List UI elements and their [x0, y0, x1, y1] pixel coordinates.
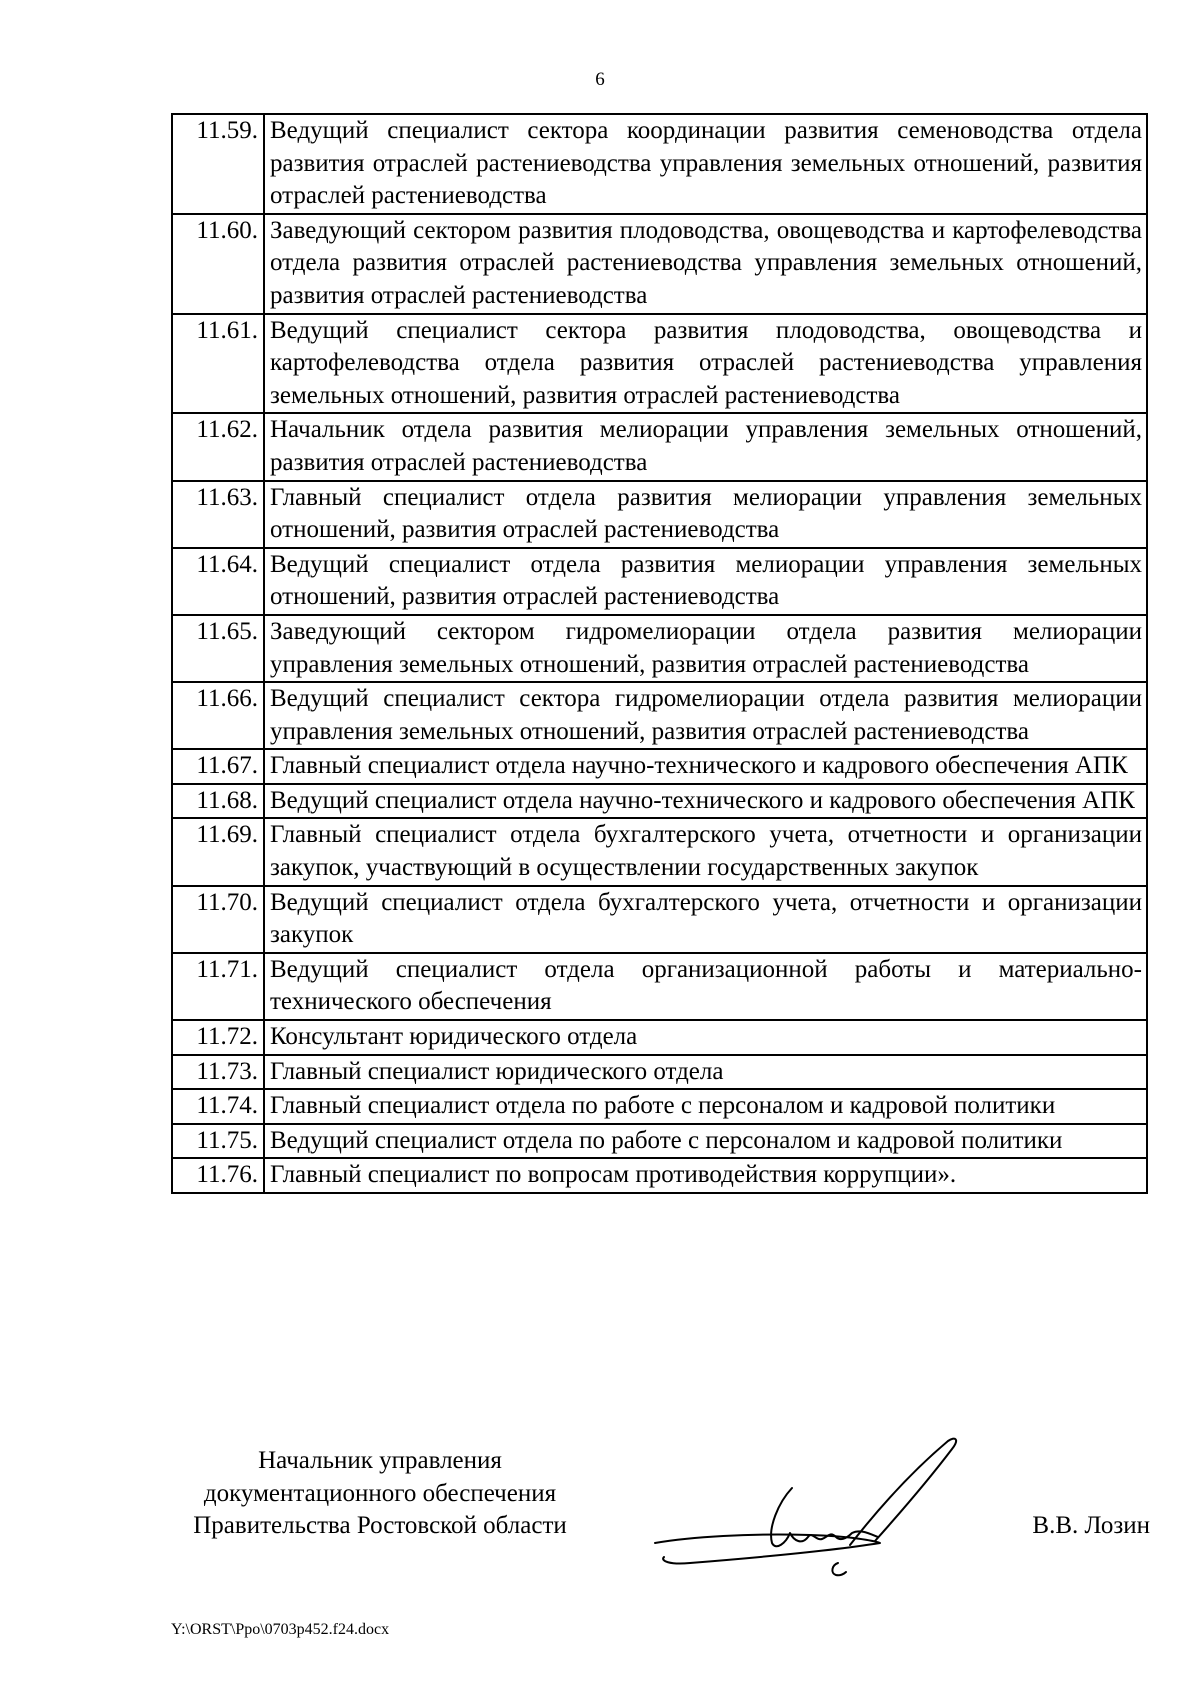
position-title: Ведущий специалист отдела научно-технического и кадрового обеспечения АПК	[264, 784, 1147, 819]
table-row	[172, 1124, 1147, 1159]
signer-position-line: документационного обеспечения	[203, 1479, 557, 1507]
position-number: 11.73.	[172, 1055, 264, 1090]
table-row	[172, 818, 1147, 885]
position-title: Главный специалист отдела бухгалтерского учета, отчетности и организации закупок, участвующий в осуществлении государственных закупок	[264, 818, 1147, 885]
signer-position	[160, 1445, 600, 1543]
position-number: 11.67.	[172, 749, 264, 784]
positions-table	[171, 113, 1148, 1194]
position-number: 11.59.	[172, 114, 264, 214]
position-title: Ведущий специалист отдела организационной работы и материально-технического обеспечения	[264, 953, 1147, 1020]
position-number: 11.69.	[172, 818, 264, 885]
position-number: 11.61.	[172, 314, 264, 414]
position-title: Заведующий сектором гидромелиорации отдела развития мелиорации управления земельных отношений, развития отраслей растениеводства	[264, 615, 1147, 682]
position-title: Консультант юридического отдела	[264, 1020, 1147, 1055]
position-title: Главный специалист отдела научно-технического и кадрового обеспечения АПК	[264, 749, 1147, 784]
table-row	[172, 548, 1147, 615]
file-path: Y:\ORST\Ppo\0703p452.f24.docx	[171, 1621, 390, 1638]
position-title: Главный специалист по вопросам противодействия коррупции».	[264, 1158, 1147, 1193]
page-number: 6	[595, 69, 605, 90]
position-title: Начальник отдела развития мелиорации управления земельных отношений, развития отраслей растениеводства	[264, 413, 1147, 480]
table-row	[172, 1020, 1147, 1055]
position-number: 11.62.	[172, 413, 264, 480]
table-row	[172, 1089, 1147, 1124]
table-row	[172, 784, 1147, 819]
signer-name: В.В. Лозин	[1032, 1512, 1150, 1539]
table-row	[172, 413, 1147, 480]
position-number: 11.72.	[172, 1020, 264, 1055]
position-title: Ведущий специалист отдела развития мелиорации управления земельных отношений, развития отраслей растениеводства	[264, 548, 1147, 615]
positions-table-body	[172, 114, 1147, 1193]
table-row	[172, 682, 1147, 749]
position-number: 11.60.	[172, 214, 264, 314]
table-row	[172, 114, 1147, 214]
position-number: 11.66.	[172, 682, 264, 749]
table-row	[172, 1055, 1147, 1090]
position-number: 11.71.	[172, 953, 264, 1020]
position-title: Ведущий специалист сектора координации развития семеноводства отдела развития отраслей растениеводства управления земельных отношений, развития отраслей растениеводства	[264, 114, 1147, 214]
position-number: 11.63.	[172, 481, 264, 548]
position-title: Главный специалист юридического отдела	[264, 1055, 1147, 1090]
position-title: Ведущий специалист сектора гидромелиорации отдела развития мелиорации управления земельных отношений, развития отраслей растениеводства	[264, 682, 1147, 749]
table-row	[172, 749, 1147, 784]
position-number: 11.75.	[172, 1124, 264, 1159]
signature-block	[160, 1445, 1150, 1595]
position-number: 11.74.	[172, 1089, 264, 1124]
signer-position-line: Правительства Ростовской области	[193, 1512, 567, 1540]
position-number: 11.64.	[172, 548, 264, 615]
signer-position-line: Начальник управления	[258, 1447, 502, 1474]
table-row	[172, 214, 1147, 314]
table-row	[172, 953, 1147, 1020]
position-title: Ведущий специалист отдела бухгалтерского учета, отчетности и организации закупок	[264, 886, 1147, 953]
table-row	[172, 314, 1147, 414]
position-number: 11.68.	[172, 784, 264, 819]
table-row	[172, 615, 1147, 682]
position-title: Заведующий сектором развития плодоводства, овощеводства и картофелеводства отдела развития отраслей растениеводства управления земельных отношений, развития отраслей растениеводства	[264, 214, 1147, 314]
table-row	[172, 1158, 1147, 1193]
position-number: 11.70.	[172, 886, 264, 953]
handwritten-signature	[650, 1433, 990, 1583]
position-number: 11.65.	[172, 615, 264, 682]
position-title: Ведущий специалист отдела по работе с персоналом и кадровой политики	[264, 1124, 1147, 1159]
table-row	[172, 481, 1147, 548]
position-title: Ведущий специалист сектора развития плодоводства, овощеводства и картофелеводства отдела развития отраслей растениеводства управления земельных отношений, развития отраслей растениеводства	[264, 314, 1147, 414]
position-number: 11.76.	[172, 1158, 264, 1193]
position-title: Главный специалист отдела по работе с персоналом и кадровой политики	[264, 1089, 1147, 1124]
position-title: Главный специалист отдела развития мелиорации управления земельных отношений, развития отраслей растениеводства	[264, 481, 1147, 548]
table-row	[172, 886, 1147, 953]
